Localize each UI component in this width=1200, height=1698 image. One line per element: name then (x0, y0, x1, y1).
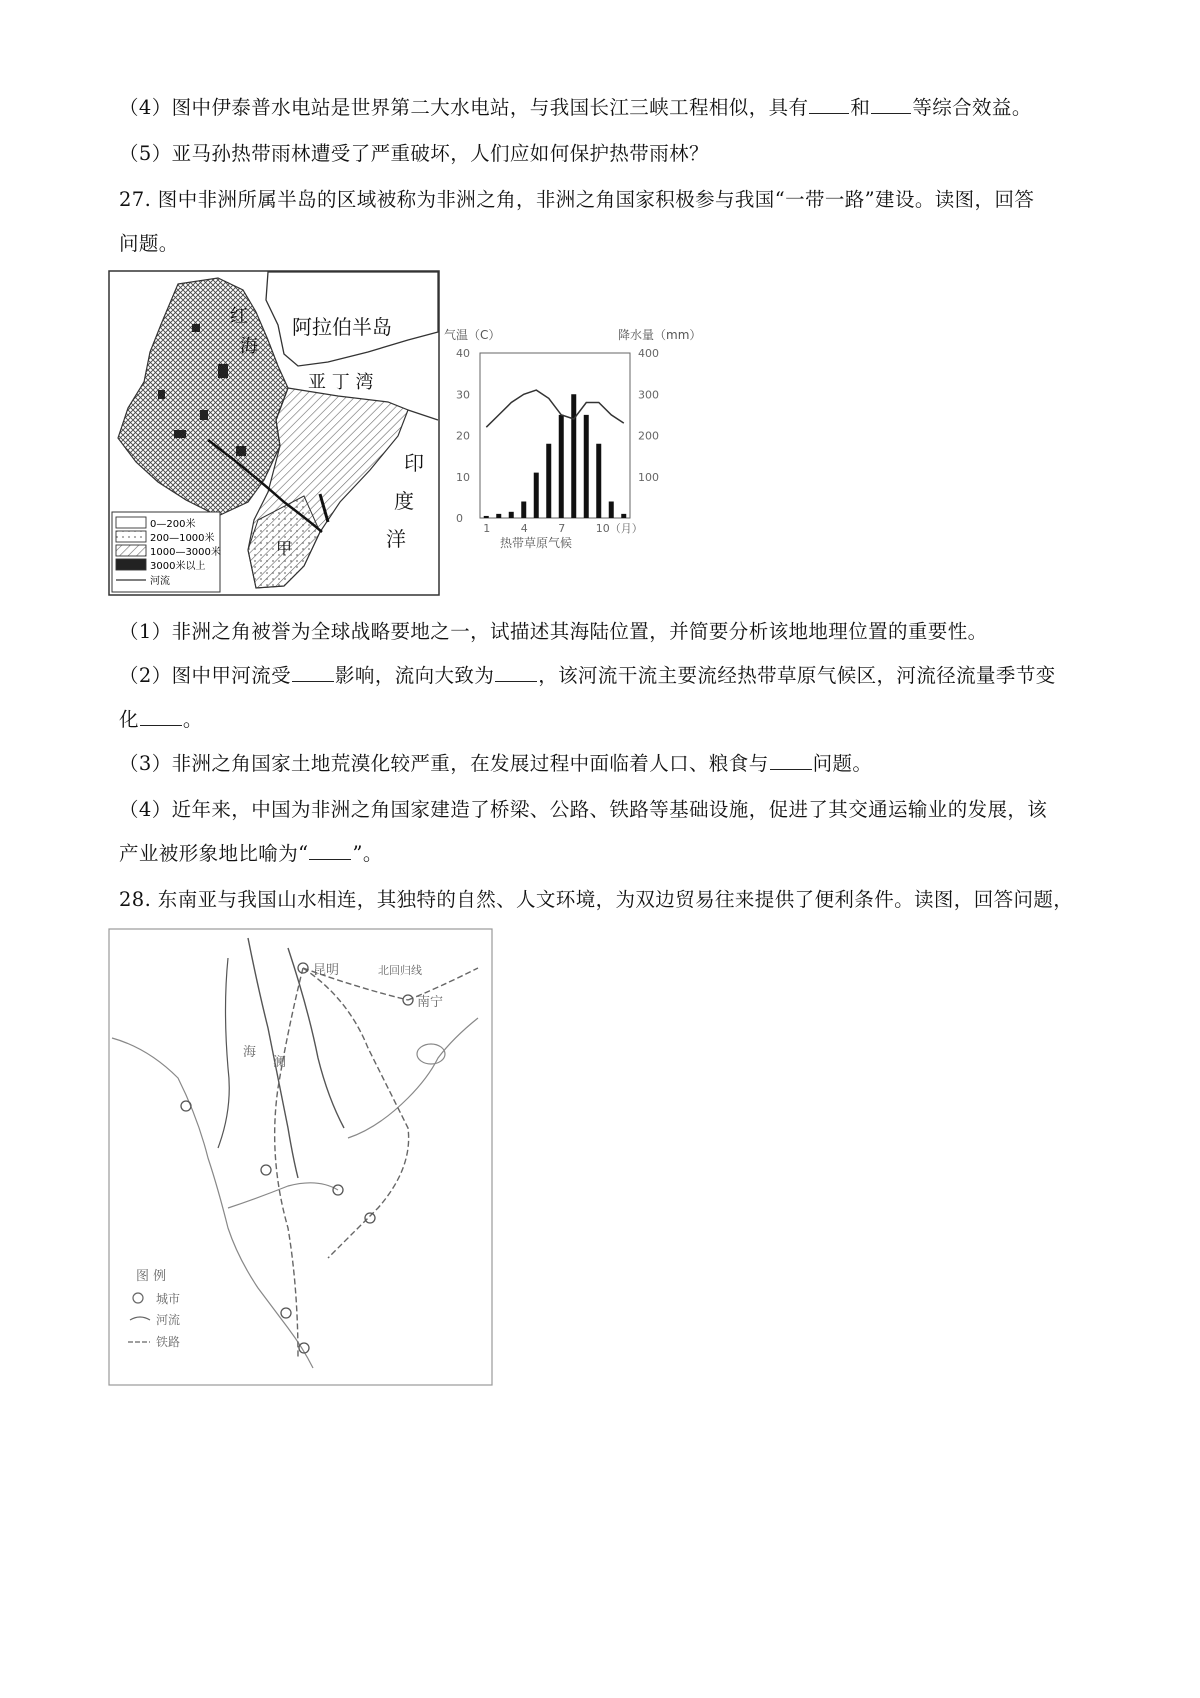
map-legend (112, 512, 221, 592)
left-tick-label: 0 (456, 512, 463, 525)
legend-item: 3000米以上 (150, 561, 206, 572)
left-tick-label: 20 (456, 429, 470, 443)
left-tick-label: 30 (456, 388, 470, 402)
left-tick-label: 10 (456, 470, 470, 484)
svg-text:城市: 城市 (156, 1292, 181, 1306)
legend-item: 河流 (150, 576, 170, 587)
precip-bar (521, 502, 526, 519)
precip-bar (609, 502, 614, 519)
southeast-asia-map (108, 928, 493, 1386)
map-label-hai: 海 (243, 1045, 257, 1060)
answer-blank[interactable] (871, 95, 911, 114)
left-axis-title: 气温（C） (444, 328, 501, 342)
svg-text:图 例: 图 例 (136, 1269, 167, 1284)
indian-label-1: 印 (404, 451, 424, 475)
right-axis-title: 降水量（mm） (618, 328, 702, 342)
answer-blank[interactable] (809, 95, 849, 114)
right-tick-label: 100 (638, 470, 659, 484)
precip-bar (559, 415, 564, 518)
svg-text:铁路: 铁路 (156, 1335, 181, 1349)
kunming-label: 昆明 (313, 963, 340, 978)
q27-part4-line2: 产业被形象地比喻为“ ”。 (119, 842, 383, 865)
q27-stem-line2: 问题。 (119, 232, 179, 255)
x-tick-label: 7 (558, 522, 566, 535)
climate-chart (440, 325, 710, 555)
left-tick-label: 40 (456, 347, 470, 360)
q27-part4-line1: （4）近年来，中国为非洲之角国家建造了桥梁、公路、铁路等基础设施，促进了其交通运输业的发展，该 (119, 798, 1048, 821)
precip-bar (484, 516, 489, 518)
chart-caption: 热带草原气候 (500, 536, 573, 550)
right-tick-label: 400 (638, 347, 659, 360)
answer-blank[interactable] (140, 707, 182, 726)
red-sea-label-2: 海 (240, 336, 258, 357)
q27-stem-line1: 27. 图中非洲所属半岛的区域被称为非洲之角，非洲之角国家积极参与我国“一带一路”建设。读图，回答 (119, 188, 1035, 211)
right-tick-label: 300 (638, 388, 659, 402)
q26-part5: （5）亚马孙热带雨林遭受了严重破坏，人们应如何保护热带雨林？ (119, 142, 709, 165)
q27-part2: （2）图中甲河流受 影响，流向大致为 ，该河流干流主要流经热带草原气候区，河流径流量季节变 (119, 664, 1056, 687)
legend-item: 0—200米 (150, 519, 196, 530)
map-label-lan: 澜 (273, 1055, 287, 1070)
precip-bar (596, 444, 601, 518)
q26-part4: （4）图中伊泰普水电站是世界第二大水电站，与我国长江三峡工程相似，具有 和 等综合效益。 (119, 96, 1032, 119)
precip-bar (534, 473, 539, 518)
q27-part3: （3）非洲之角国家土地荒漠化较严重，在发展过程中面临着人口、粮食与 问题。 (119, 752, 873, 775)
nanning-label: 南宁 (417, 995, 444, 1010)
indian-label-2: 度 (394, 489, 414, 513)
answer-blank[interactable] (770, 751, 812, 770)
horn-of-africa-map (108, 270, 440, 596)
red-sea-label-1: 红 (230, 306, 248, 327)
answer-blank[interactable] (495, 663, 537, 682)
answer-blank[interactable] (309, 841, 351, 860)
x-tick-label: 4 (520, 522, 528, 535)
arabia-label: 阿拉伯半岛 (292, 315, 392, 339)
svg-text:河流: 河流 (156, 1313, 181, 1327)
precip-bar (584, 415, 589, 518)
tropic-label: 北回归线 (378, 964, 422, 977)
x-tick-label: 1 (483, 522, 491, 535)
indian-label-3: 洋 (386, 527, 406, 551)
precip-bar (546, 444, 551, 518)
legend-item: 200—1000米 (150, 533, 215, 544)
temperature-line (486, 390, 624, 427)
right-tick-label: 200 (638, 429, 659, 443)
precip-bar (571, 394, 576, 518)
q27-part2-cont: 化 。 (119, 708, 203, 731)
q28-stem: 28. 东南亚与我国山水相连，其独特的自然、人文环境，为双边贸易往来提供了便利条件。读图，回答问题， (119, 888, 1074, 911)
x-tick-label: 10（月） (595, 522, 643, 535)
precip-bar (509, 512, 514, 518)
q27-part1: （1）非洲之角被誉为全球战略要地之一，试描述其海陆位置，并简要分析该地地理位置的重要性。 (119, 620, 988, 643)
legend-item: 1000—3000米 (150, 547, 221, 558)
precip-bar (496, 514, 501, 518)
answer-blank[interactable] (292, 663, 334, 682)
river-jia-label: 甲 (276, 539, 293, 558)
precip-bar (621, 514, 626, 518)
aden-label: 亚 丁 湾 (308, 372, 374, 393)
